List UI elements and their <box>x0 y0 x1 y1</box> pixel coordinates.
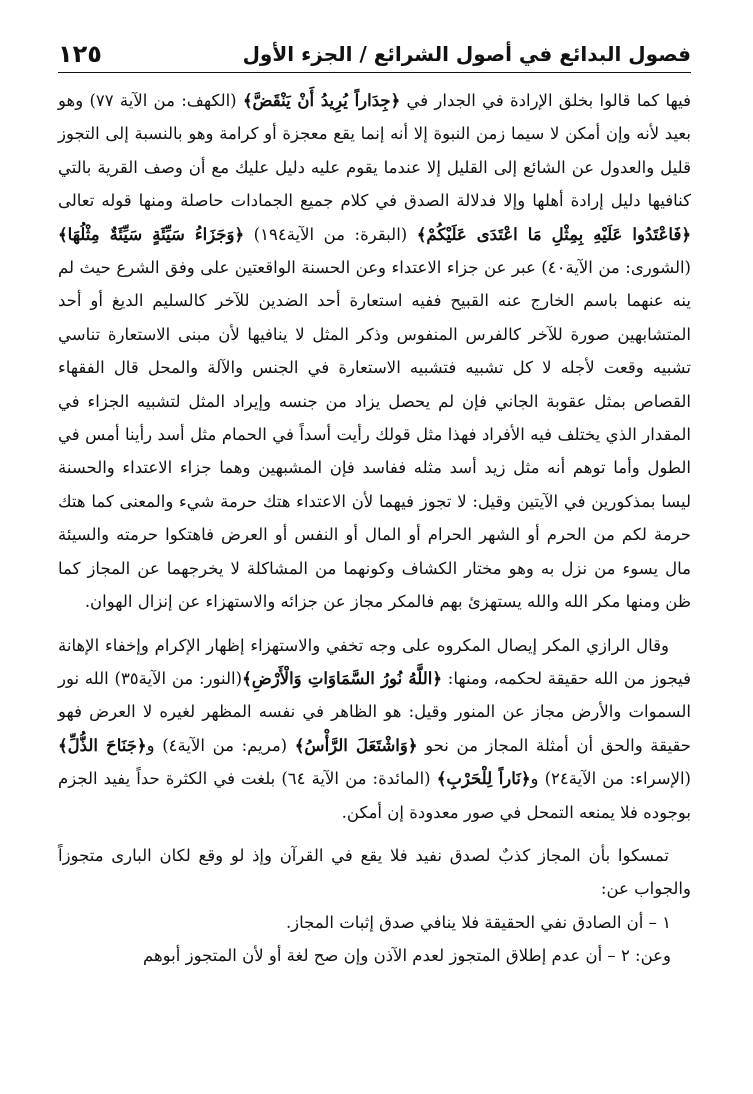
text-run: فيها كما قالوا بخلق الإرادة في الجدار في <box>400 91 691 110</box>
text-run: (الإسراء: من الآية٢٤) و <box>530 769 691 789</box>
quran-verse: ﴿وَاشْتَعَلَ الرَّأْسُ﴾ <box>294 735 418 755</box>
text-run: (مريم: من الآية٤) و <box>146 735 295 755</box>
answer-1: ١ – أن الصادق نفي الحقيقة فلا ينافي صدق إثبات المجاز. <box>285 912 671 932</box>
page-body <box>58 84 691 973</box>
page-number: ١٢٥ <box>58 40 102 68</box>
text-run: (النور: من الآية٣٥) الله نور السموات والأرض مجاز عن المنور وقيل: هو الظاهر في نفسه المظهر لغيره لا العرض فهو حقيقة والحق أن أمثلة المجاز من نحو <box>58 668 692 755</box>
text-run: (البقرة: من الآية١٩٤) <box>244 224 417 244</box>
header-rule <box>58 72 691 73</box>
text-run: (الكهف: من الآية ٧٧) وهو بعيد لأنه وإن أمكن لا سيما زمن النبوة إلا أنه إنما يقع معجزة أو كرامة وهو بالنسبة إلى التجوز قليل والعدول عن الشائع إلى القليل إلا عندما يقوم عليه دليل عليك مع أن وصف القرية بالتي كنافيها دليل إرادة أهلها وإلا فدلالة الصدق في كلام جميع الجمادات حاصلة ومنها قوله تعالى <box>58 91 691 211</box>
text-run: (الشورى: من الآية٤٠) عبر عن جزاء الاعتداء وعن الحسنة الواقعتين على وفق الشرع حيث لم ينه عنهما باسم الخارج عنه القبيح ففيه استعارة أحد الضدين للآخر كالسليم الديغ أو أحد المتشابهين صورة للآخر كالفرس المنفوس وذكر المثل لا ينافيها لأن مبنى الاستعارة تناسي تشبيه وقعت لأجله لا كل تشبيه فتشبيه الاستعارة في الجنس والآلة والمحل قال الفقهاء القصاص بمثل عقوبة الجاني فإن لم يحصل يزاد من جنسه وإيراد المثل لتشبيه الجزاء في المقدار الذي يختلف فيه الأفراد فهذا مثل قولك رأيت أسداً في الحمام مثل أسد رأينا أمس في الطول وأما توهم أنه مثل زيد أسد مثله ففاسد فإن المشبهين وهما جزاء الاعتداء والحسنة ليسا بمذكورين في الآيتين وقيل: لا تجوز فيهما لأن الاعتداء هتك حرمة شيء والمعنى كما هتك حرمة لكم من الحرم أو الشهر الحرام أو المال أو النفس أو العرض فاهتكوا حرمته والسيئة مال يسوء من نزل به وهو مختار الكشاف وكونهما من المشاكلة لا يخرجهما عن المجاز كما ظن ومنها مكر الله والله يستهزئ بهم فالمكر مجاز عن جزائه والاستهزاء عن إنزال الهوان. <box>58 258 691 612</box>
page-header <box>58 28 691 70</box>
quran-verse: ﴿جِدَاراً يُرِيدُ أَنْ يَنْقَضَّ﴾ <box>242 91 401 110</box>
paragraph-2 <box>58 629 691 829</box>
text-run: (المائدة: من الآية ٦٤) بلغت في الكثرة حداً يفيد الجزم بوجوده فلا يمنعه التمحل في صور معدودة إن أمكن. <box>58 769 691 822</box>
paragraph-1 <box>58 84 691 619</box>
answer-2: وعن: ٢ – أن عدم إطلاق المتجوز لعدم الآذن وإن صح لغة أو لأن المتجوز أبوهم <box>142 946 671 966</box>
quran-verse: ﴿فَاعْتَدُوا عَلَيْهِ بِمِثْلِ مَا اعْتَدَى عَلَيْكُمْ﴾ <box>416 224 691 244</box>
quran-verse: ﴿وَجَزَاءُ سَيِّئَةٍ سَيِّئَةٌ مِثْلُهَا﴾ <box>58 224 245 244</box>
quran-verse: ﴿اللَّهُ نُورُ السَّمَاوَاتِ وَالْأَرْضِ﴾ <box>242 668 443 688</box>
running-title: فصول البدائع في أصول الشرائع / الجزء الأول <box>242 42 691 66</box>
paragraph-3: تمسكوا بأن المجاز كذبٌ لصدق نفيد فلا يقع في القرآن وإذ لو وقع لكان البارى متجوزاً والجواب عن: <box>58 845 691 899</box>
quran-verse: ﴿نَاراً لِلْحَرْبِ﴾ <box>436 769 531 789</box>
text-run: وقال الرازي المكر إيصال المكروه على وجه تخفي والاستهزاء إظهار الإكرام وإخفاء الإهانة فيجوز من الله حقيقة لحكمه، ومنها: <box>58 635 692 688</box>
quran-verse: ﴿جَنَاحَ الذُّلِّ﴾ <box>58 735 147 755</box>
